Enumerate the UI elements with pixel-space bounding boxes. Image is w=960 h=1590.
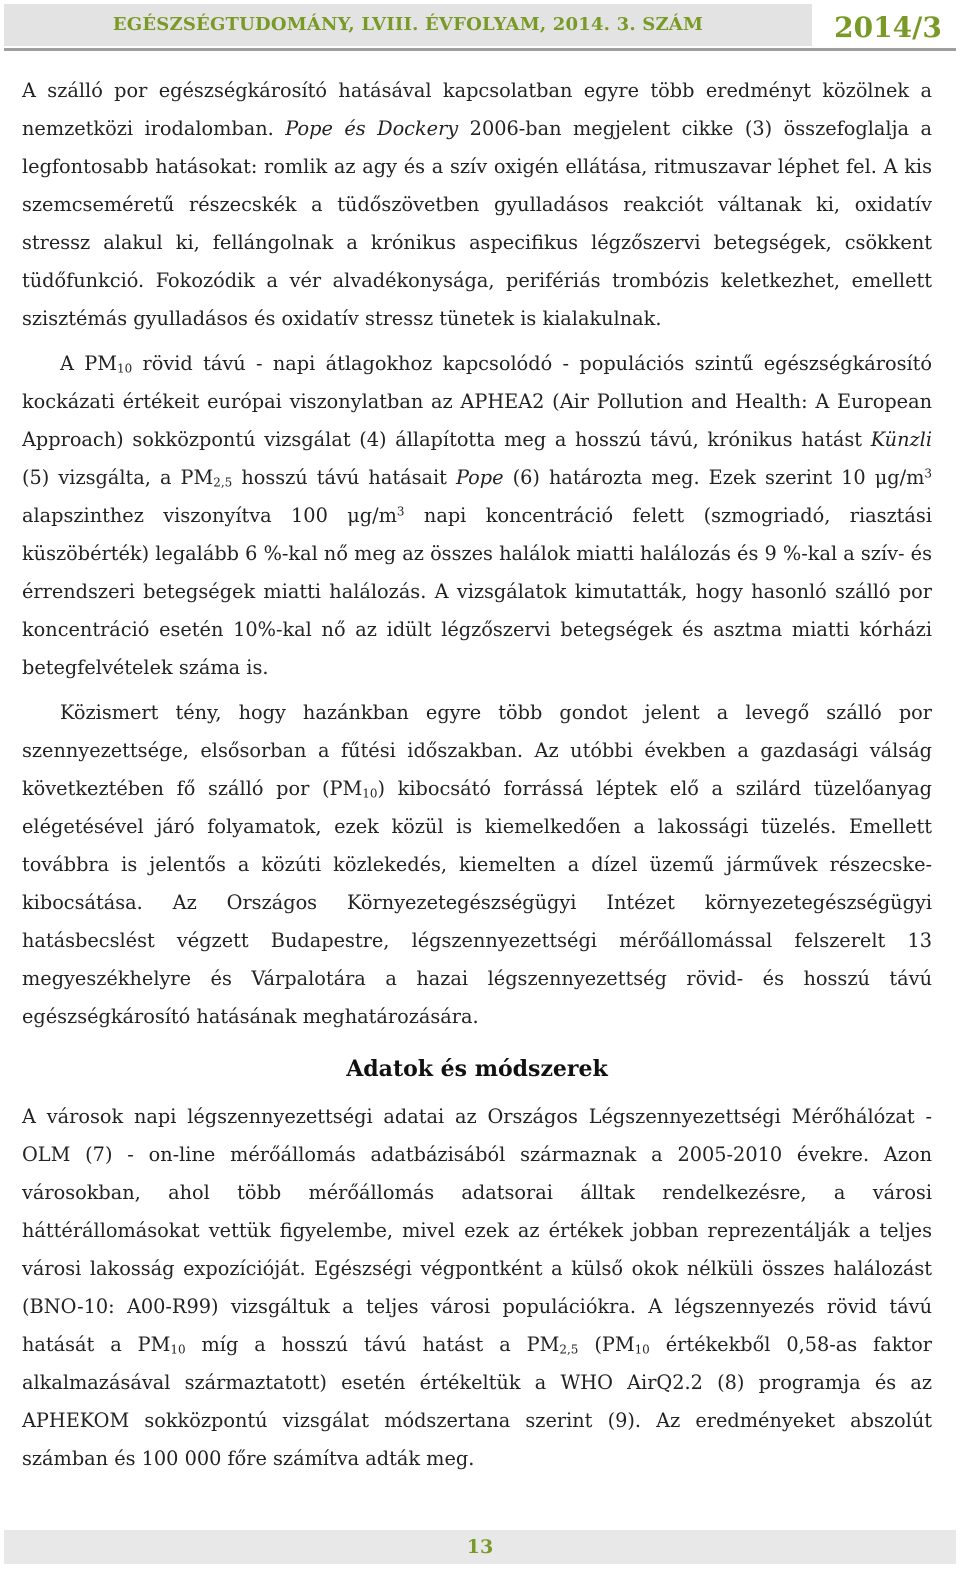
p2-pope: Pope xyxy=(455,466,504,489)
p2-sub-25: 2,5 xyxy=(213,475,233,490)
p4-text-b: míg a hosszú távú hatást a PM xyxy=(185,1333,560,1356)
p1-text-b: 2006-ban megjelent cikke (3) összefoglalja a legfontosabb hatásokat: romlik az agy és a szív oxigén ellátása, ritmuszavar léphet fel. A kis szemcseméretű részecskék a tüdőszövetben gyulladásos reakciót váltanak ki, oxidatív stressz alakul ki, fellángolnak a krónikus aspecifikus légzőszervi betegségek, csökkent tüdőfunkció. Fokozódik a vér alvadékonysága, perifériás trombózis keletkezhet, emellett szisztémás gyulladásos és oxidatív stressz tünetek is kialakulnak. xyxy=(22,117,933,330)
p2-sup-3a: 3 xyxy=(924,466,933,481)
p2-text-b: rövid távú - napi átlagokhoz kapcsolódó - populációs szintű egészségkárosító kockázati értékeit európai viszonylatban az APHEA2 (Air Pollution and Health: A European Approach) sokközpontú vizsgálat (4) állapította meg a hosszú távú, krónikus hatást xyxy=(22,352,932,451)
page-header xyxy=(0,0,960,54)
p4-sub-25: 2,5 xyxy=(559,1342,579,1357)
p3-text-b: ) kibocsátó forrássá léptek elő a szilárd tüzelőanyag elégetésével járó folyamatok, ezek közül is kiemelkedően a lakossági tüzelés. Emellett továbbra is jelentős a közúti közlekedés, kiemelten a dízel üzemű járművek részecske-kibocsátása. Az Országos Környezetegészségügyi Intézet környezetegészségügyi hatásbecslést végzett Budapestre, légszennyezettségi mérőállomással felszerelt 13 megyeszékhelyre és Várpalotára a hazai légszennyezettség rövid- és hosszú távú egészségkárosító hatásának meghatározására. xyxy=(22,777,932,1028)
paragraph-2 xyxy=(22,345,932,687)
p4-text-c: (PM xyxy=(578,1333,635,1356)
issue-label: 2014/3 xyxy=(834,11,942,44)
p4-sub-10a: 10 xyxy=(170,1342,186,1357)
p2-text-c: (5) vizsgálta, a PM xyxy=(22,466,214,489)
p2-text-f: alapszinthez viszonyítva 100 μg/m xyxy=(22,504,397,527)
section-heading: Adatok és módszerek xyxy=(346,1056,608,1082)
p2-text-d: hosszú távú hatásait xyxy=(232,466,456,489)
p1-authors: Pope és Dockery xyxy=(285,117,459,140)
paragraph-1 xyxy=(22,72,932,338)
p3-text-a: Közismert tény, hogy hazánkban egyre több gondot jelent a levegő szálló por szennyezettsége, elsősorban a fűtési időszakban. Az utóbbi években a gazdasági válság következtében fő szálló por (PM xyxy=(22,701,932,800)
p4-text-a: A városok napi légszennyezettségi adatai az Országos Légszennyezettségi Mérőhálózat - OLM (7) - on-line mérőállomás adatbázisából származnak a 2005-2010 évekre. Azon városokban, ahol több mérőállomás adatsorai álltak rendelkezésre, a városi háttérállomásokat vettük figyelembe, mivel ezek az értékek jobban reprezentálják a teljes városi lakosság expozícióját. Egészségi végpontként a külső okok nélküli összes halálozást (BNO-10: A00-R99) vizsgáltuk a teljes városi populációkra. A légszennyezés rövid távú hatását a PM xyxy=(22,1105,932,1356)
p1-text-a: A szálló por egészségkárosító hatásával kapcsolatban egyre több eredményt közölnek a nemzetközi irodalomban. xyxy=(22,79,932,140)
p2-text-g: napi koncentráció felett (szmogriadó, riasztási küszöbérték) legalább 6 %-kal nő meg az összes halálok miatti halálozás és 9 %-kal a szív- és érrendszeri betegségek miatti halálozás. A vizsgálatok kimutatták, hogy hasonló szálló por koncentráció esetén 10%-kal nő az idült légzőszervi betegségek és asztma miatti kórházi betegfelvételek száma is. xyxy=(22,504,932,679)
p2-text-a: A PM xyxy=(60,352,117,375)
journal-title: EGÉSZSÉGTUDOMÁNY, LVIII. ÉVFOLYAM, 2014. 3. SZÁM xyxy=(112,14,704,35)
p2-sub-10: 10 xyxy=(116,361,133,376)
page-number: 13 xyxy=(466,1536,494,1558)
article-body xyxy=(22,72,932,1485)
p2-sup-3b: 3 xyxy=(396,504,405,519)
p3-sub-10: 10 xyxy=(362,786,378,801)
p4-text-d: értékekből 0,58-as faktor alkalmazásával származtatott) esetén értékeltük a WHO AirQ2.2 (8) programja és az APHEKOM sokközpontú vizsgálat módszertana szerint (9). Az eredményeket abszolút számban és 100 000 főre számítva adták meg. xyxy=(22,1333,932,1470)
p2-text-e: (6) határozta meg. Ezek szerint 10 μg/m xyxy=(503,466,925,489)
p4-sub-10b: 10 xyxy=(634,1342,650,1357)
p2-kunzli: Künzli xyxy=(870,428,932,451)
paragraph-3 xyxy=(22,694,932,1036)
header-rule xyxy=(4,48,956,51)
paragraph-4 xyxy=(22,1098,932,1478)
